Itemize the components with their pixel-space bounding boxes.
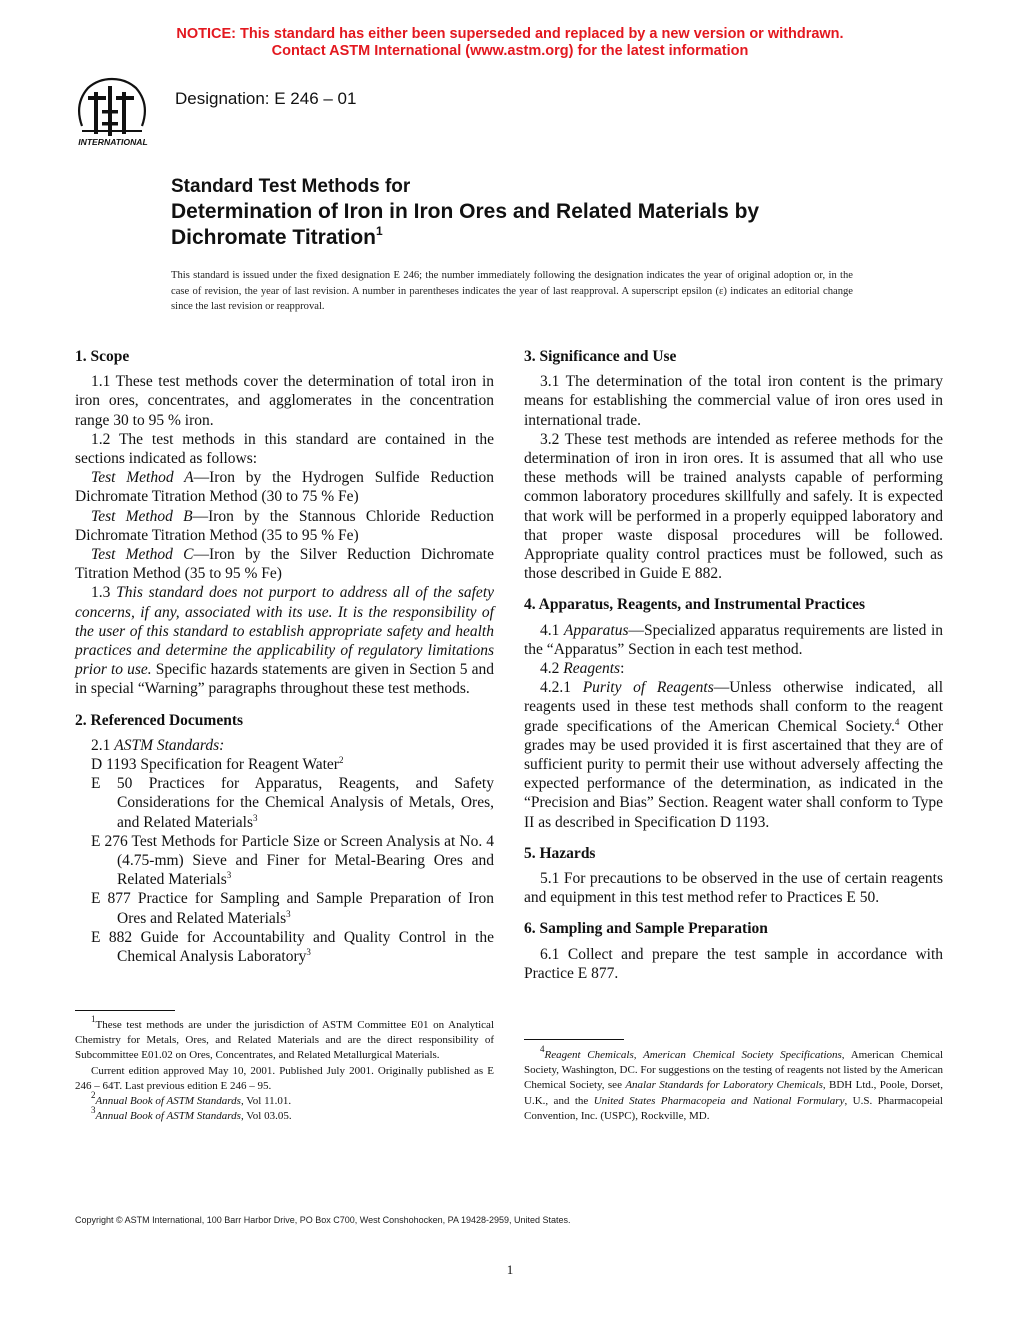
paragraph-4-1-text: —Specialized apparatus requirements are listed in the “Apparatus” Section in each test method. [524,621,943,658]
footnotes-right [524,1044,944,1124]
footnote-4-text-1: , American Chemical Society, Washington, DC. For suggestions on the testing of reagents not listed by the American Chemical Society, see [524,1049,944,1092]
section-heading-hazards: 5. Hazards [524,844,596,862]
footnote-2-source: Annual Book of ASTM Standards [95,1095,241,1108]
footnotes-left [75,1014,494,1124]
paragraph-4-2-1 [524,678,943,832]
title-footnote-mark: 1 [375,224,383,238]
section-heading-sampling: 6. Sampling and Sample Preparation [524,920,768,938]
standard-intro-note: This standard is issued under the fixed designation E 246; the number immediately following the designation indicates the year of original adoption or, in the case of revision, the year of last revision. A number in parentheses indicates the year of last reapproval. A superscript epsilon (ε) indicates an editorial change since the last revision or reapproval. [171,270,853,312]
reference-footnote-mark: 3 [306,947,311,958]
paragraph-6-1: 6.1 Collect and prepare the test sample in accordance with Practice E 877. [524,945,943,982]
reference-footnote-mark: 3 [253,812,258,823]
reference-text: D 1193 Specification for Reagent Water [91,756,339,774]
reference-e877 [91,889,494,927]
footnote-4-text-2: , BDH Ltd., Poole, Dorset, U.K., and the [524,1079,943,1107]
paragraph-3-1: 3.1 The determination of the total iron content is the primary means for establishing the commercial value of iron ores used in international trade. [524,373,943,429]
reference-footnote-mark: 2 [338,755,344,766]
left-column [75,347,494,966]
title-main [171,199,891,251]
test-method-c [75,545,494,583]
footnote-3-mark: 3 [91,1105,96,1116]
reference-text: E 50 Practices for Apparatus, Reagents, and Safety Considerations for the Chemical Analysis of Metals, Ores, and Related Materials [91,775,494,831]
paragraph-4-1-number: 4.1 [540,621,560,639]
footnote-4 [524,1044,944,1124]
notice-line-2: Contact ASTM International (www.astm.org) for the latest information [271,43,749,59]
footnote-mark-4: 4 [894,716,900,727]
paragraph-4-2 [524,659,943,678]
document-title [171,174,891,251]
title-line-3 [171,225,891,251]
designation: Designation: E 246 – 01 [175,89,357,108]
section-heading-apparatus: 4. Apparatus, Reagents, and Instrumental Practices [524,596,865,614]
paragraph-3-2: 3.2 These test methods are intended as referee methods for the determination of iron in iron ores. It is assumed that all who use these methods will be trained analysts capable of performing common laboratory procedures skillfully and safely. It is expected that work will be performed in a properly equipped laboratory and that proper waste disposal procedures will be followed. Appropriate quality control practices must be followed, such as those described in Guide E 882. [524,430,943,583]
paragraph-4-2-1-text-a: —Unless otherwise indicated, all reagents used in these test methods shall conform to the reagent grade specifications of the American Chemical Society. [524,679,943,735]
reference-text: E 877 Practice for Sampling and Sample Preparation of Iron Ores and Related Materials [91,890,494,927]
paragraph-1-3-number: 1.3 [91,584,111,602]
reference-text: E 882 Guide for Accountability and Quality Control in the Chemical Analysis Laboratory [91,928,494,966]
paragraph-1-2: 1.2 The test methods in this standard are contained in the sections indicated as follows: [75,430,494,468]
reference-e50 [91,774,494,832]
section-heading-scope: 1. Scope [75,348,130,365]
title-line-2: Determination of Iron in Iron Ores and Related Materials by [171,200,760,223]
withdrawal-notice [0,26,1020,60]
footnote-4-text-3: , U.S. Pharmacopeial Convention, Inc. (USPC), Rockville, MD. [524,1094,943,1122]
paragraph-4-2-1-number: 4.2.1 [540,679,571,697]
section-heading-significance: 3. Significance and Use [524,348,677,365]
right-column [524,347,943,983]
footnote-1-text: These test methods are under the jurisdiction of ASTM Committee E01 on Analytical Chemistry for Metals, Ores, and Related Materials and are the direct responsibility of Subcommittee E01.02 on Ores, Concentrates, and Related Metallurgical Materials. [75,1019,494,1062]
reference-footnote-mark: 3 [226,870,232,881]
footnote-2-mark: 2 [91,1090,96,1101]
astm-standards-label: ASTM Standards: [114,736,225,754]
notice-line-1: NOTICE: This standard has either been superseded and replaced by a new version or withdrawn. [176,26,844,42]
footnote-rule-right [524,1039,624,1040]
footnote-4-source-3: United States Pharmacopeia and National Formulary [593,1094,845,1107]
paragraph-2-1 [75,736,494,755]
reference-footnote-mark: 3 [286,908,291,919]
footnote-1 [75,1014,494,1064]
reference-text: E 276 Test Methods for Particle Size or Screen Analysis at No. 4 (4.75-mm) Sieve and Finer for Metal-Bearing Ores and Related Materials [91,832,494,889]
section-heading-referenced-documents: 2. Referenced Documents [75,711,244,729]
paragraph-1-3-rest: Specific hazards statements are given in Section 5 and in special “Warning” paragraphs throughout these test methods. [75,661,494,698]
astm-logo [64,74,162,150]
reference-e882 [91,928,494,966]
footnote-2-text: , Vol 11.01. [240,1095,292,1108]
title-line-1: Standard Test Methods for [171,176,411,197]
copyright-notice: Copyright © ASTM International, 100 Barr Harbor Drive, PO Box C700, West Conshohocken, PA 19428-2959, United States. [75,1215,571,1225]
footnote-1-edition: Current edition approved May 10, 2001. Published July 2001. Originally published as E 246 – 64T. Last previous edition E 246 – 95. [75,1064,494,1092]
paragraph-2-1-number: 2.1 [91,736,111,754]
footnote-3 [75,1105,494,1124]
footnote-4-mark: 4 [540,1044,545,1054]
purity-of-reagents-label: Purity of Reagents [582,679,714,697]
apparatus-label: Apparatus [563,621,629,639]
test-method-b-name: Test Method B [91,507,193,525]
reference-e276 [91,832,494,890]
paragraph-4-2-1-text-b: Other grades may be used provided it is first ascertained that they are of sufficient purity to permit their use without adversely affecting the expected performance of the determination, as indicated in the “Precision and Bias” Section. Reagent water shall conform to Type II as described in Specification D 1193. [524,717,944,831]
page-number: 1 [506,1262,514,1277]
referenced-documents-list [75,755,494,966]
reagents-colon: : [620,660,625,678]
reagents-label: Reagents [563,660,621,678]
test-method-b [75,507,494,545]
test-method-b-text: —Iron by the Stannous Chloride Reduction Dichromate Titration Method (35 to 95 % Fe) [75,507,494,544]
footnote-2 [75,1090,494,1109]
paragraph-4-2-number: 4.2 [540,660,560,678]
title-line-3-text: Dichromate Titration [171,226,376,249]
test-method-c-name: Test Method C [91,546,194,564]
footnote-1-mark: 1 [91,1014,96,1024]
paragraph-1-3 [75,583,494,698]
footnote-4-source-1: Reagent Chemicals, American Chemical Society Specifications [544,1049,842,1061]
test-method-a [75,468,494,506]
paragraph-4-1 [524,621,943,659]
safety-statement: This standard does not purport to address all of the safety concerns, if any, associated with its use. It is the responsibility of the user of this standard to establish appropriate safety and health practices and determine the applicability of regulatory limitations prior to use. [75,584,494,679]
test-method-a-name: Test Method A [91,469,194,487]
footnote-4-source-2: Analar Standards for Laboratory Chemicals [625,1079,823,1092]
paragraph-5-1: 5.1 For precautions to be observed in the use of certain reagents and equipment in this test method refer to Practices E 50. [524,870,943,907]
logo-wordmark: INTERNATIONAL [78,137,148,147]
footnote-3-source: Annual Book of ASTM Standards [95,1110,241,1123]
footnote-rule-left [75,1010,175,1011]
reference-d1193 [91,755,494,774]
footnote-3-text: , Vol 03.05. [240,1110,292,1123]
paragraph-1-1: 1.1 These test methods cover the determination of total iron in iron ores, concentrates, and agglomerates in the concentration range 30 to 95 % iron. [75,373,494,429]
test-method-a-text: —Iron by the Hydrogen Sulfide Reduction Dichromate Titration Method (30 to 75 % Fe) [75,469,495,506]
test-method-c-text: —Iron by the Silver Reduction Dichromate Titration Method (35 to 95 % Fe) [75,546,494,583]
